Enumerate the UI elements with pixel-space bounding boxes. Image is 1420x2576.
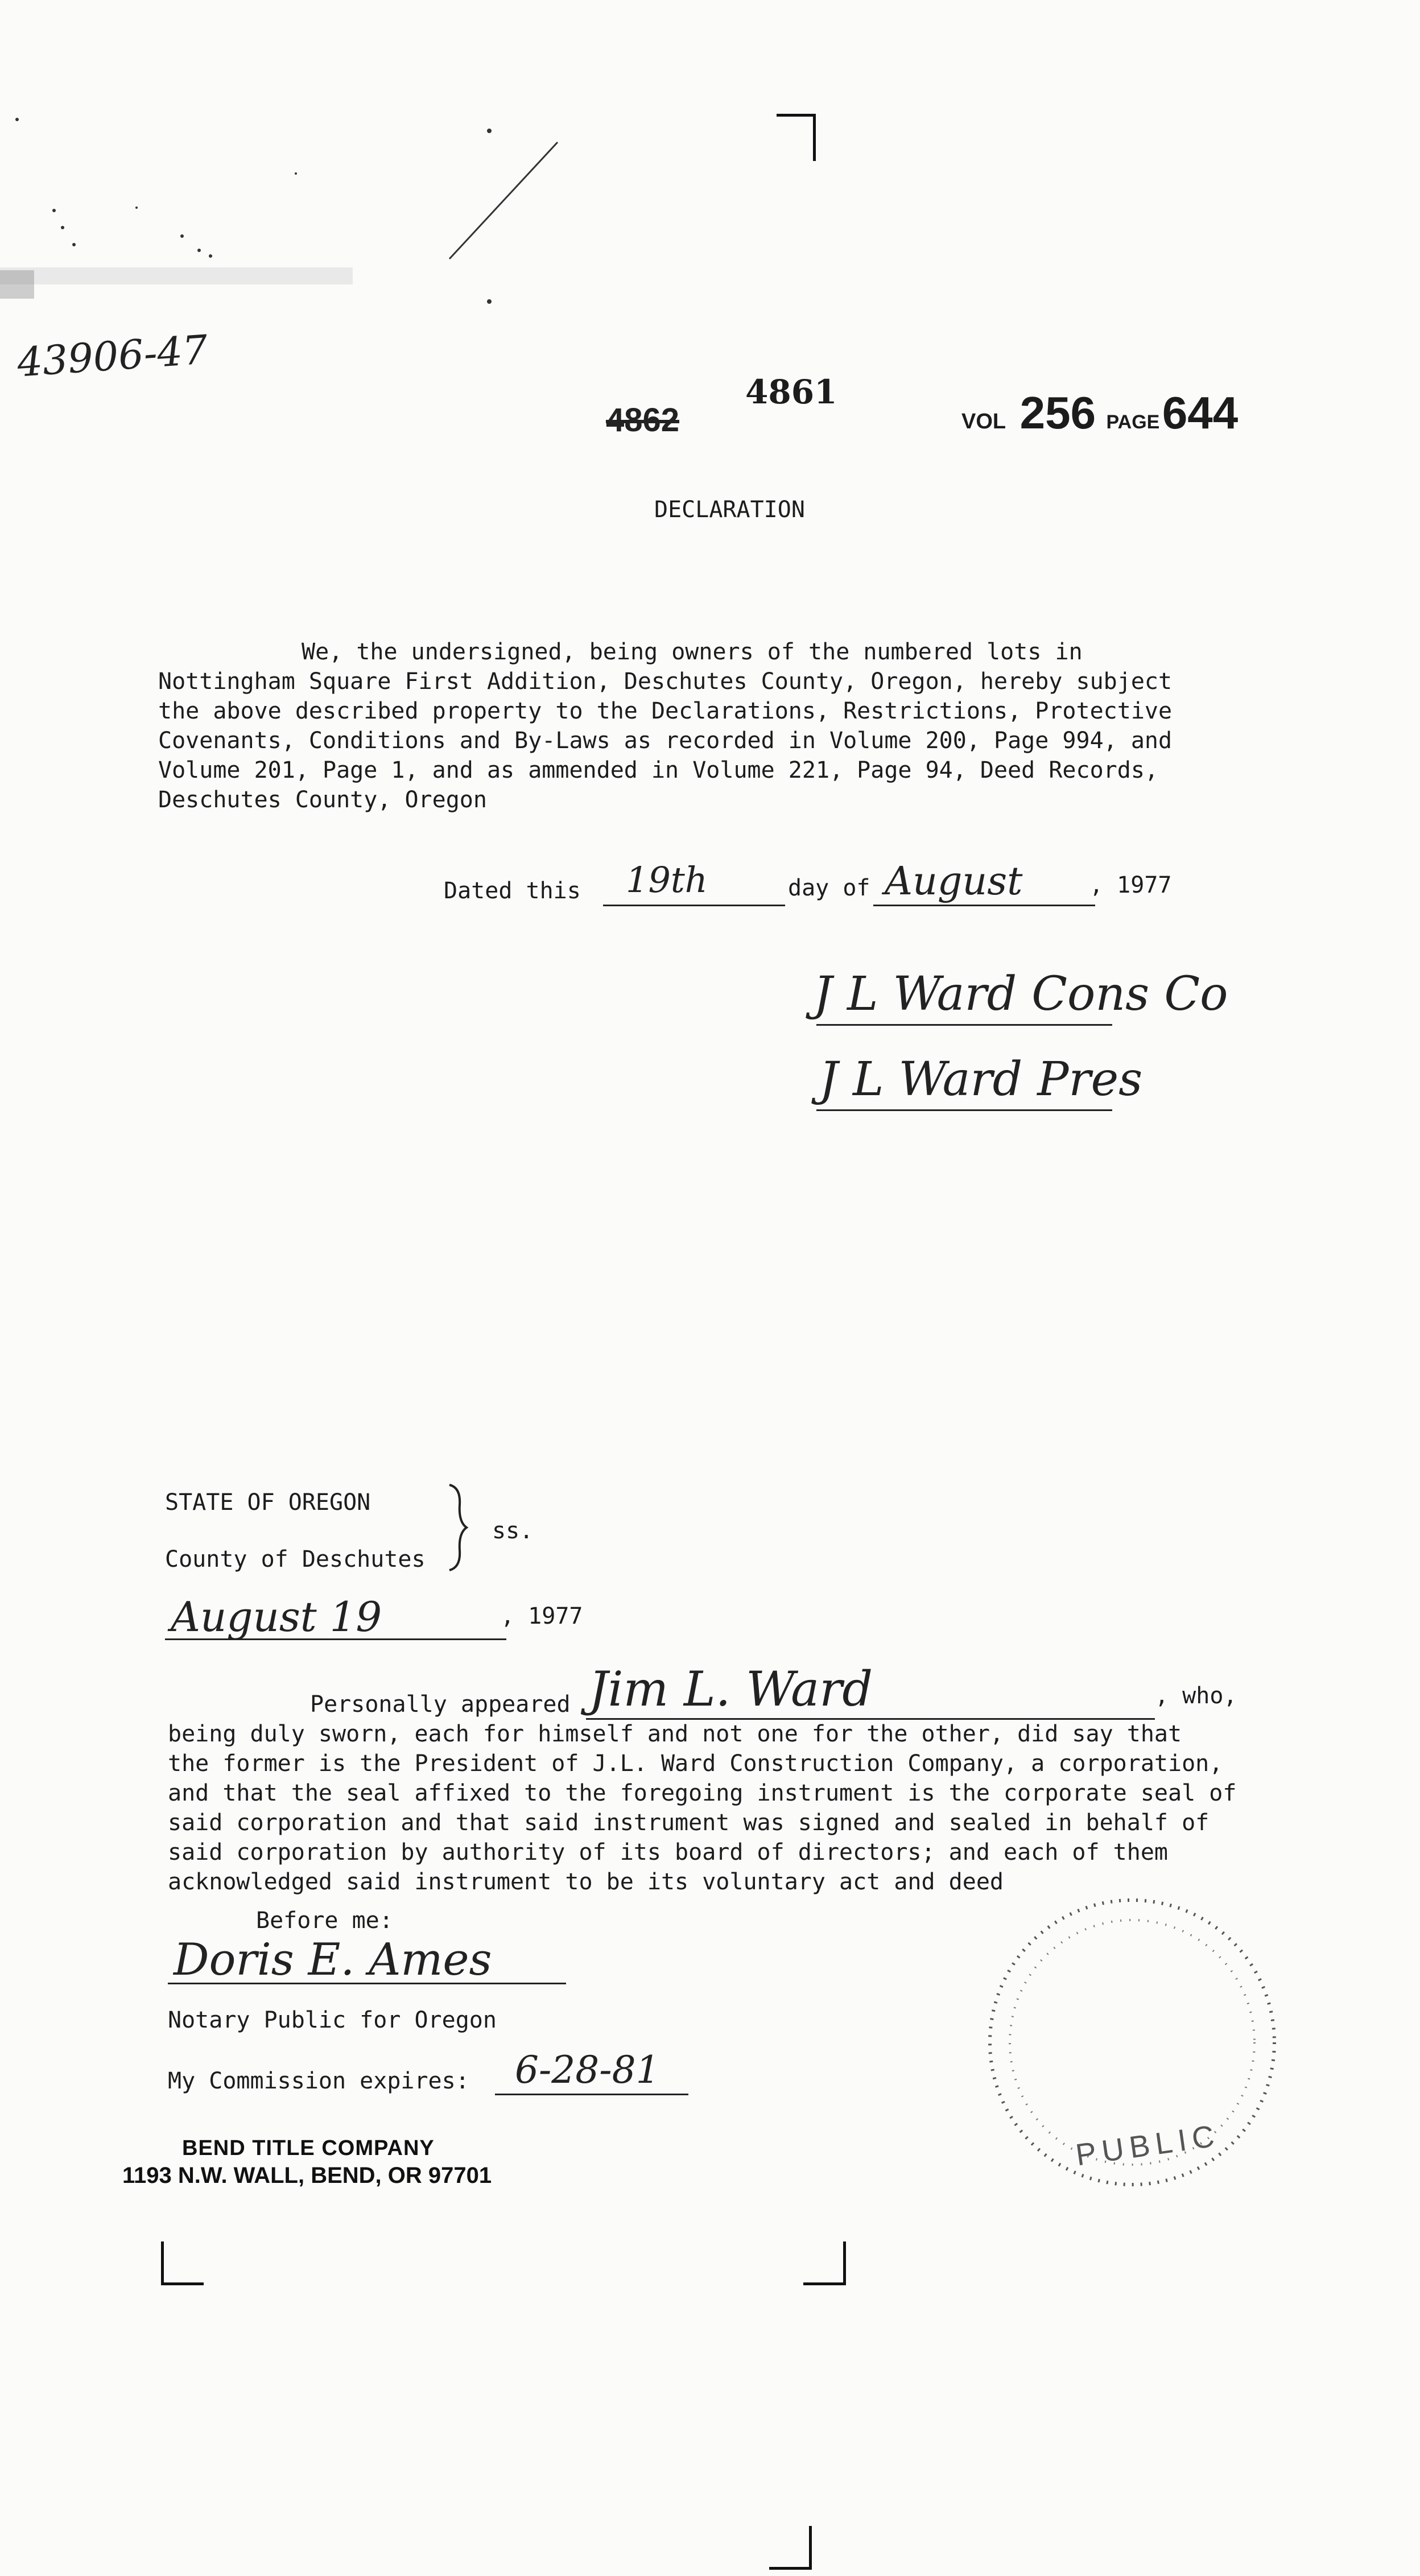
struck-document-number: 4862 bbox=[606, 402, 680, 439]
dated-month-line bbox=[873, 905, 1095, 906]
signature-line-2 bbox=[816, 1109, 1112, 1111]
commission-label: My Commission expires: bbox=[168, 2068, 469, 2094]
crop-mark-bottom-left bbox=[161, 2241, 204, 2285]
signature-line-1 bbox=[816, 1024, 1112, 1026]
body-line: Nottingham Square First Addition, Deschutes County, Oregon, hereby subject bbox=[158, 668, 1173, 695]
acknowledgment-line: acknowledged said instrument to be its voluntary act and deed bbox=[168, 1869, 1004, 1895]
venue-county: County of Deschutes bbox=[165, 1546, 426, 1572]
crop-mark-top-right bbox=[777, 114, 816, 161]
notary-seal bbox=[979, 1889, 1286, 2196]
dated-month: August bbox=[885, 859, 1023, 904]
dated-year: , 1977 bbox=[1089, 872, 1172, 898]
notary-title: Notary Public for Oregon bbox=[168, 2007, 497, 2033]
venue-state: STATE OF OREGON bbox=[165, 1489, 371, 1516]
commission-date-line bbox=[495, 2094, 688, 2095]
volume-page-stamp bbox=[961, 387, 1238, 439]
volume-label: VOL bbox=[961, 410, 1006, 434]
signature-company: J L Ward Cons Co bbox=[814, 967, 1228, 1021]
venue-date-line bbox=[165, 1638, 506, 1640]
dated-day-line bbox=[603, 905, 785, 906]
return-stamp-address: 1193 N.W. WALL, BEND, OR 97701 bbox=[122, 2163, 492, 2188]
document-number: 4861 bbox=[745, 373, 837, 411]
crop-mark-footer bbox=[769, 2526, 812, 2570]
notary-signature: Doris E. Ames bbox=[174, 1934, 492, 1985]
acknowledgment-line: being duly sworn, each for himself and not one for the other, did say that bbox=[168, 1721, 1182, 1747]
body-line: Deschutes County, Oregon bbox=[158, 787, 487, 813]
scan-noise bbox=[0, 97, 569, 336]
body-line: Covenants, Conditions and By-Laws as recorded in Volume 200, Page 994, and bbox=[158, 728, 1173, 754]
body-line: We, the undersigned, being owners of the numbered lots in bbox=[302, 639, 1083, 665]
acknowledgment-line: the former is the President of J.L. Ward Construction Company, a corporation, bbox=[168, 1751, 1223, 1777]
declaration-body bbox=[158, 637, 1273, 825]
acknowledgment-line: said corporation by authority of its board of directors; and each of them bbox=[168, 1839, 1168, 1865]
acknowledgment-line: and that the seal affixed to the foregoing instrument is the corporate seal of bbox=[168, 1780, 1237, 1806]
return-stamp bbox=[122, 2136, 492, 2189]
crop-mark-bottom-center bbox=[803, 2241, 846, 2285]
venue-ss: ss. bbox=[492, 1518, 534, 1544]
acknowledgment-name: Jim L. Ward bbox=[589, 1661, 873, 1717]
acknowledgment-line: said corporation and that said instrument was signed and sealed in behalf of bbox=[168, 1810, 1210, 1836]
notary-seal-text: PUBLIC bbox=[1074, 2118, 1223, 2173]
document-title: DECLARATION bbox=[654, 497, 805, 523]
acknowledgment-prefix: Personally appeared bbox=[310, 1691, 571, 1718]
page-label: PAGE bbox=[1106, 411, 1160, 433]
dated-day-of: day of bbox=[788, 875, 870, 901]
commission-date: 6-28-81 bbox=[515, 2048, 660, 2092]
venue-brace bbox=[444, 1482, 472, 1573]
before-me-label: Before me: bbox=[256, 1908, 393, 1934]
volume-number: 256 bbox=[1019, 387, 1096, 438]
notary-signature-line bbox=[168, 1983, 566, 1984]
dated-prefix: Dated this bbox=[444, 878, 581, 904]
venue-date: August 19 bbox=[171, 1593, 382, 1641]
venue-year: , 1977 bbox=[501, 1603, 583, 1629]
body-line: Volume 201, Page 1, and as ammended in Volume 221, Page 94, Deed Records, bbox=[158, 757, 1158, 783]
dated-day: 19th bbox=[626, 859, 708, 901]
return-stamp-company: BEND TITLE COMPANY bbox=[182, 2136, 435, 2160]
body-line: the above described property to the Declarations, Restrictions, Protective bbox=[158, 698, 1173, 724]
acknowledgment-suffix: , who, bbox=[1155, 1683, 1237, 1709]
margin-note: 43906-47 bbox=[15, 326, 209, 386]
signature-president: J L Ward Pres bbox=[819, 1052, 1143, 1107]
page-number: 644 bbox=[1162, 387, 1239, 438]
